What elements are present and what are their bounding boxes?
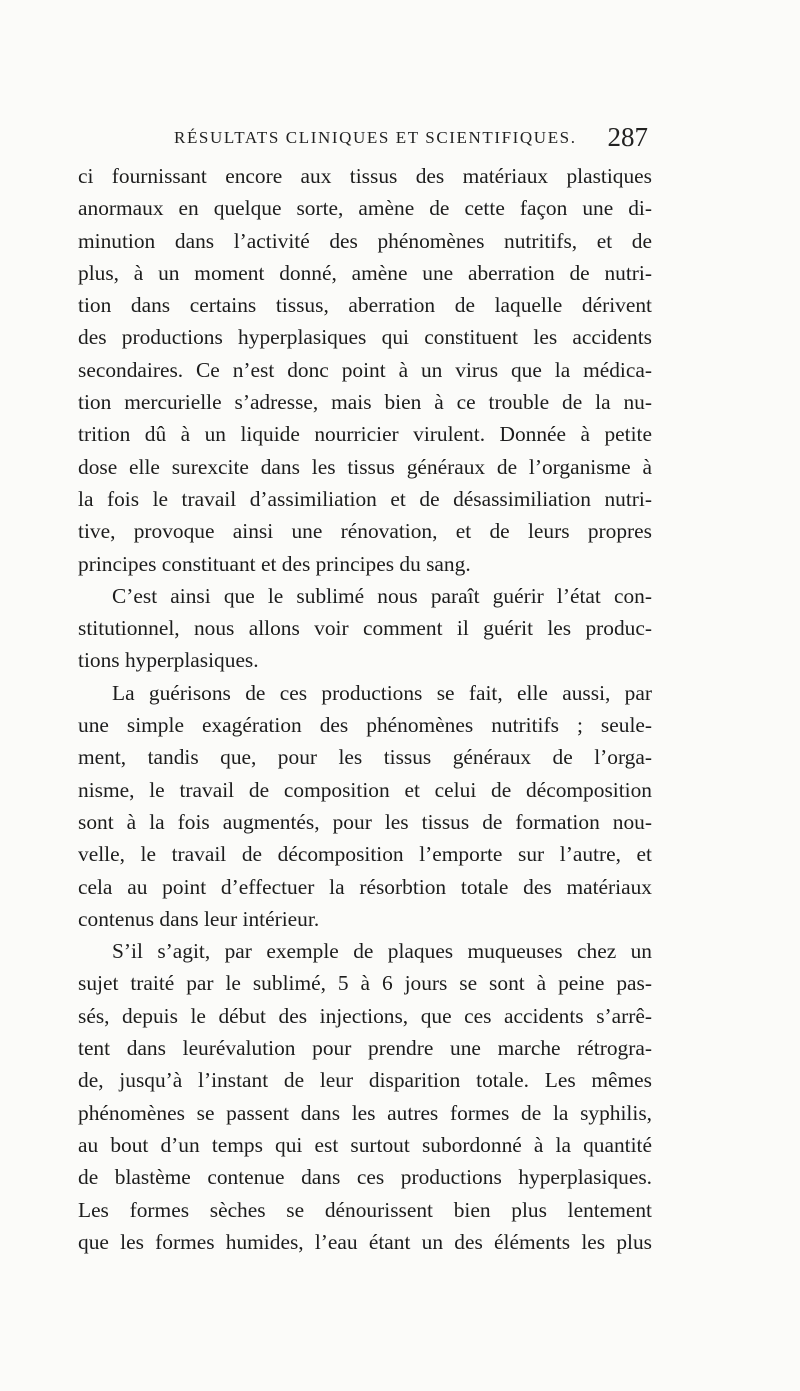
- running-title: RÉSULTATS CLINIQUES ET SCIENTIFIQUES.: [174, 128, 577, 147]
- text-line: une simple exagération des phénomènes nutritifs ; seule-: [78, 713, 652, 738]
- text-line: sujet traité par le sublimé, 5 à 6 jours se sont à peine pas-: [78, 971, 652, 996]
- text-line: tion mercurielle s’adresse, mais bien à ce trouble de la nu-: [78, 390, 652, 415]
- text-line: velle, le travail de décomposition l’emporte sur l’autre, et: [78, 842, 652, 867]
- text-line: contenus dans leur intérieur.: [78, 906, 320, 931]
- text-line: La guérisons de ces productions se fait, elle aussi, par: [112, 680, 652, 705]
- text-line: sés, depuis le début des injections, que ces accidents s’arrê-: [78, 1003, 652, 1028]
- text-line: tive, provoque ainsi une rénovation, et de leurs propres: [78, 519, 652, 544]
- text-line: phénomènes se passent dans les autres formes de la syphilis,: [78, 1100, 652, 1125]
- text-line: tion dans certains tissus, aberration de laquelle dérivent: [78, 293, 652, 318]
- text-line: C’est ainsi que le sublimé nous paraît guérir l’état con-: [112, 583, 652, 608]
- text-line: Les formes sèches se dénourissent bien plus lentement: [78, 1197, 652, 1222]
- text-line: de blastème contenue dans ces productions hyperplasiques.: [78, 1165, 652, 1190]
- text-line: S’il s’agit, par exemple de plaques muqueuses chez un: [112, 939, 652, 964]
- text-line: de, jusqu’à l’instant de leur disparition totale. Les mêmes: [78, 1068, 652, 1093]
- text-line: des productions hyperplasiques qui constituent les accidents: [78, 325, 652, 350]
- running-head: [174, 122, 650, 152]
- text-line: ci fournissant encore aux tissus des matériaux plastiques: [78, 164, 652, 188]
- text-line: au bout d’un temps qui est surtout subordonné à la quantité: [78, 1132, 652, 1157]
- text-line: stitutionnel, nous allons voir comment il guérit les produc-: [78, 616, 652, 641]
- text-line: tions hyperplasiques.: [78, 648, 259, 673]
- text-line: ment, tandis que, pour les tissus généraux de l’orga-: [78, 745, 652, 770]
- text-line: trition dû à un liquide nourricier virulent. Donnée à petite: [78, 422, 652, 447]
- text-line: cela au point d’effectuer la résorbtion totale des matériaux: [78, 874, 652, 899]
- text-line: anormaux en quelque sorte, amène de cette façon une di-: [78, 196, 652, 221]
- body-text: [78, 160, 652, 1258]
- text-line: principes constituant et des principes du sang.: [78, 551, 471, 576]
- text-line: nisme, le travail de composition et celui de décomposition: [78, 777, 652, 802]
- page-number: 287: [607, 122, 648, 152]
- text-line: plus, à un moment donné, amène une aberration de nutri-: [78, 260, 652, 285]
- text-line: secondaires. Ce n’est donc point à un virus que la médica-: [78, 357, 652, 382]
- text-line: tent dans leurévalution pour prendre une marche rétrogra-: [78, 1036, 652, 1061]
- text-line: minution dans l’activité des phénomènes nutritifs, et de: [78, 228, 652, 253]
- text-line: que les formes humides, l’eau étant un des éléments les plus: [78, 1229, 652, 1254]
- text-line: dose elle surexcite dans les tissus généraux de l’organisme à: [78, 454, 652, 479]
- text-line: la fois le travail d’assimiliation et de désassimiliation nutri-: [78, 486, 652, 511]
- text-line: sont à la fois augmentés, pour les tissus de formation nou-: [78, 809, 652, 834]
